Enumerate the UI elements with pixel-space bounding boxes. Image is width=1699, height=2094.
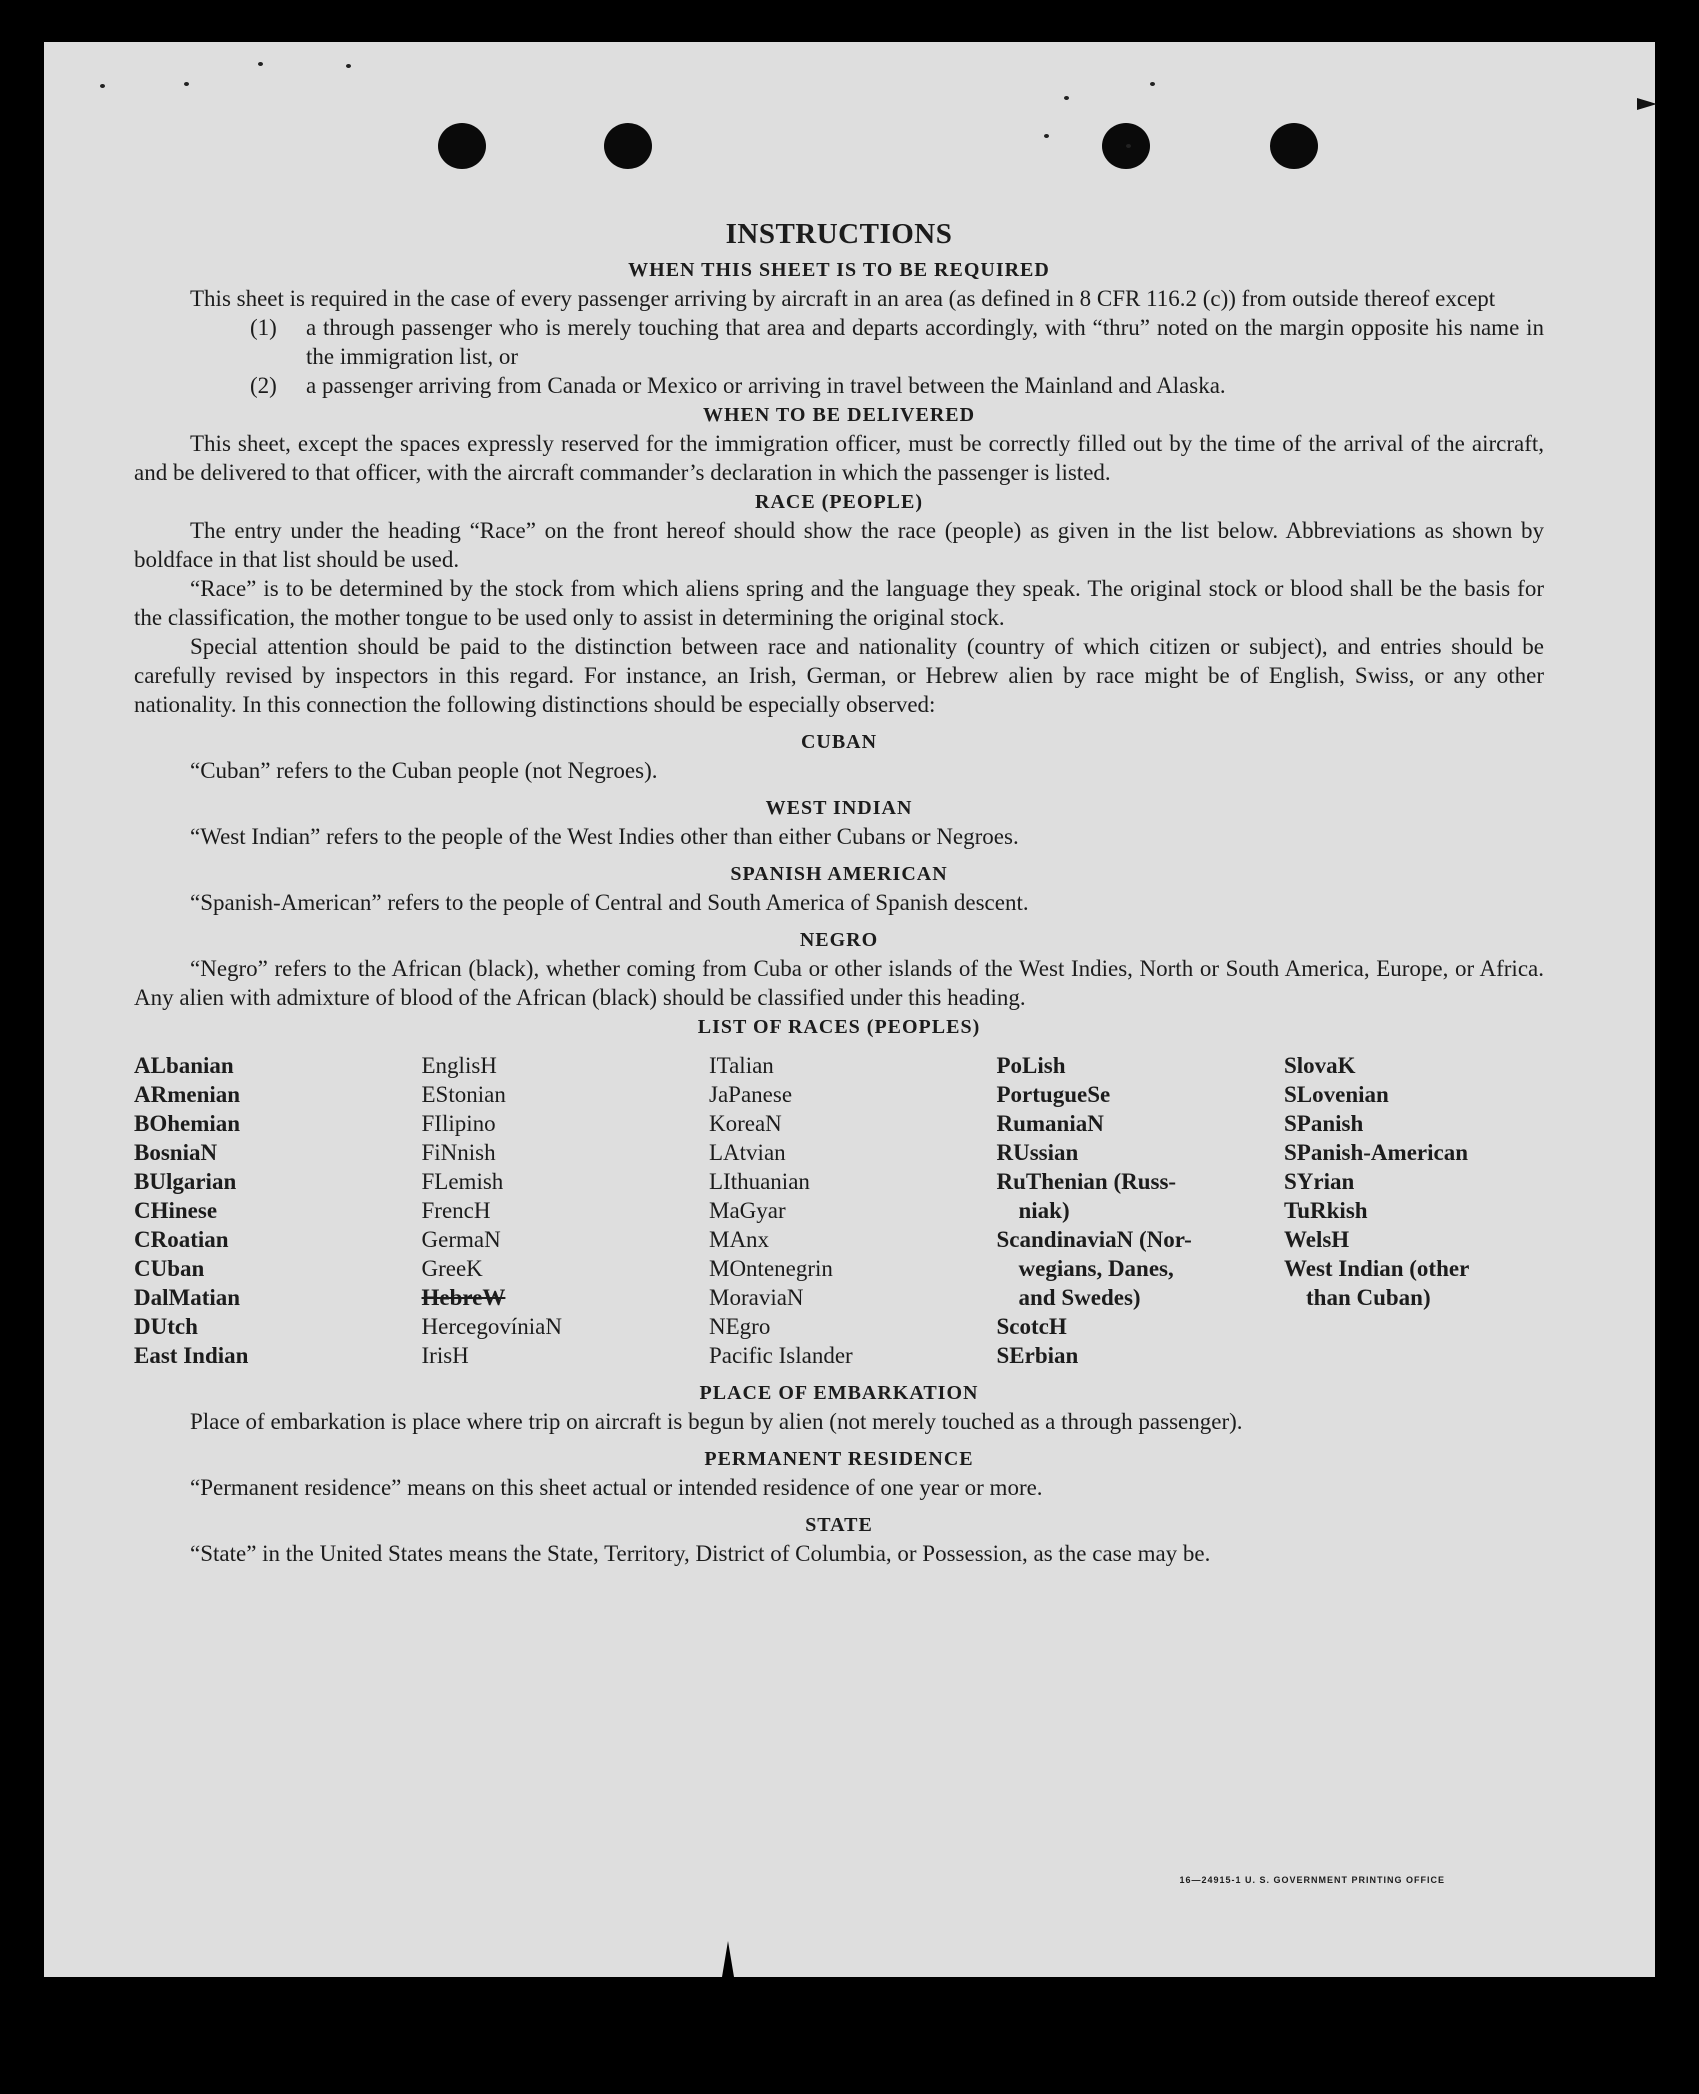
section-heading-residence: PERMANENT RESIDENCE [704,1448,974,1470]
race-entry: than Cuban) [1306,1285,1431,1310]
race-entry: and Swedes) [1018,1285,1141,1310]
race-entry: BUlgarian [134,1169,237,1194]
item-text: a through passenger who is merely touching that area and departs accordingly, with “thru” noted on the margin opposite his name in the immigration list, or [306,315,1544,369]
section-heading-west-indian: WEST INDIAN [765,797,913,819]
residence-text: “Permanent residence” means on this sheet actual or intended residence of one year or more. [190,1475,1043,1500]
race-column [997,1051,1265,1370]
spanish-american-text: “Spanish-American” refers to the people of Central and South America of Spanish descent. [190,890,1029,915]
cuban-text: “Cuban” refers to the Cuban people (not Negroes). [190,758,658,783]
item-number: (2) [250,373,277,398]
print-code: 16—24915-1 U. S. GOVERNMENT PRINTING OFFICE [1179,1875,1445,1885]
race-entry: GreeK [421,1256,483,1281]
exception-item [250,313,1544,371]
race-entry: West Indian (other [1284,1256,1470,1281]
race-column [1284,1051,1544,1370]
race-entry: KoreaN [709,1111,782,1136]
race-entry: EStonian [421,1082,506,1107]
punch-hole [438,123,486,169]
race-entry: LAtvian [709,1140,786,1165]
negro-text: “Negro” refers to the African (black), whether coming from Cuba or other islands of the West Indies, North or South America, Europe, or Africa. Any alien with admixture of blood of the African (black) should be classified under this heading. [134,956,1544,1010]
embarkation-text: Place of embarkation is place where trip on aircraft is begun by alien (not merely touched as a through passenger). [190,1409,1243,1434]
race-column [134,1051,402,1370]
race-entry: PoLish [996,1053,1066,1078]
delivered-text: This sheet, except the spaces expressly reserved for the immigration officer, must be correctly filled out by the time of the arrival of the aircraft, and be delivered to that officer, with the aircraft commander’s declaration in which the passenger is listed. [134,431,1544,485]
race-entry: NEgro [709,1314,771,1339]
race-entry: Pacific Islander [709,1343,853,1368]
race-entry: EnglisH [421,1053,497,1078]
section-heading-races-list: LIST OF RACES (PEOPLES) [697,1016,981,1038]
race-entry: FiNnish [421,1140,496,1165]
item-text: a passenger arriving from Canada or Mexico or arriving in travel between the Mainland and Alaska. [306,373,1226,398]
race-entry: CHinese [134,1198,218,1223]
race-entry: LIthuanian [709,1169,810,1194]
race-entry: TuRkish [1284,1198,1368,1223]
race-entry: JaPanese [709,1082,793,1107]
race-entry: MAnx [709,1227,770,1252]
race-entry: niak) [1018,1198,1070,1223]
race-entry: IrisH [421,1343,469,1368]
race-entry: ITalian [709,1053,774,1078]
section-heading-negro: NEGRO [799,929,879,951]
west-indian-text: “West Indian” refers to the people of the West Indies other than either Cubans or Negroes. [190,824,1019,849]
state-text: “State” in the United States means the State, Territory, District of Columbia, or Possession, as the case may be. [190,1541,1211,1566]
race-entry: ALbanian [134,1053,234,1078]
race-entry: SLovenian [1284,1082,1389,1107]
section-heading-state: STATE [805,1514,873,1536]
document-page [44,42,1655,1977]
exception-item [250,371,1544,400]
section-heading-cuban: CUBAN [800,731,878,753]
race-entry: FLemish [421,1169,504,1194]
speck [1064,96,1069,100]
required-intro: This sheet is required in the case of every passenger arriving by aircraft in an area (as defined in 8 CFR 116.2 (c)) from outside thereof except [190,286,1496,311]
section-heading-required: WHEN THIS SHEET IS TO BE REQUIRED [628,259,1050,281]
race-entry: BOhemian [134,1111,241,1136]
race-entry: ARmenian [134,1082,241,1107]
section-heading-race: RACE (PEOPLE) [755,491,923,513]
speck [258,62,263,66]
registration-arrow-icon [1637,98,1657,110]
race-entry: MaGyar [709,1198,786,1223]
page-title: INSTRUCTIONS [725,218,953,250]
race-entry: GermaN [421,1227,501,1252]
race-entry: DalMatian [134,1285,241,1310]
section-heading-delivered: WHEN TO BE DELIVERED [702,404,976,426]
paper-tear [722,1941,734,1977]
race-entry: RUssian [996,1140,1079,1165]
speck [346,64,351,68]
section-heading-embarkation: PLACE OF EMBARKATION [699,1382,979,1404]
race-entry: ScotcH [996,1314,1067,1339]
race-column [709,1051,977,1370]
race-entry: WelsH [1284,1227,1350,1252]
races-list [134,1051,1544,1370]
race-entry: HebreW [421,1285,506,1310]
race-entry: SPanish-American [1284,1140,1468,1165]
speck [1150,82,1155,86]
race-entry: SPanish [1284,1111,1364,1136]
race-entry: PortugueSe [996,1082,1111,1107]
speck [184,82,189,86]
speck [1126,144,1131,148]
race-column [422,1051,690,1370]
race-entry: FIlipino [421,1111,496,1136]
race-entry: East Indian [134,1343,249,1368]
race-entry: wegians, Danes, [1018,1256,1174,1281]
race-entry: RuThenian (Russ- [996,1169,1177,1194]
race-entry: BosniaN [134,1140,218,1165]
race-entry: CUban [134,1256,205,1281]
race-paragraph: Special attention should be paid to the distinction between race and nationality (country of which citizen or subject), and entries should be carefully revised by inspectors in this regard. For instance, an Irish, German, or Hebrew alien by race might be of English, Swiss, or any other nationality. In this connection the following distinctions should be especially observed: [134,634,1544,717]
race-entry: HercegovíniaN [421,1314,562,1339]
race-paragraph: The entry under the heading “Race” on the front hereof should show the race (people) as given in the list below. Abbreviations as shown by boldface in that list should be used. [134,518,1544,572]
race-entry: ScandinaviaN (Nor- [996,1227,1192,1252]
speck [100,84,105,88]
instructions-body [134,214,1544,1568]
race-paragraph: “Race” is to be determined by the stock from which aliens spring and the language they speak. The original stock or blood shall be the basis for the classification, the mother tongue to be used only to assist in determining the original stock. [134,576,1544,630]
race-entry: MOntenegrin [709,1256,833,1281]
race-entry: DUtch [134,1314,198,1339]
punch-hole [604,123,652,169]
race-entry: SErbian [996,1343,1079,1368]
race-entry: CRoatian [134,1227,229,1252]
race-entry: SlovaK [1284,1053,1356,1078]
race-entry: MoraviaN [709,1285,804,1310]
item-number: (1) [250,315,277,340]
section-heading-spanish-american: SPANISH AMERICAN [730,863,948,885]
race-entry: SYrian [1284,1169,1355,1194]
race-entry: RumaniaN [996,1111,1104,1136]
punch-hole [1270,123,1318,169]
speck [1044,134,1049,138]
race-entry: FrencH [421,1198,491,1223]
